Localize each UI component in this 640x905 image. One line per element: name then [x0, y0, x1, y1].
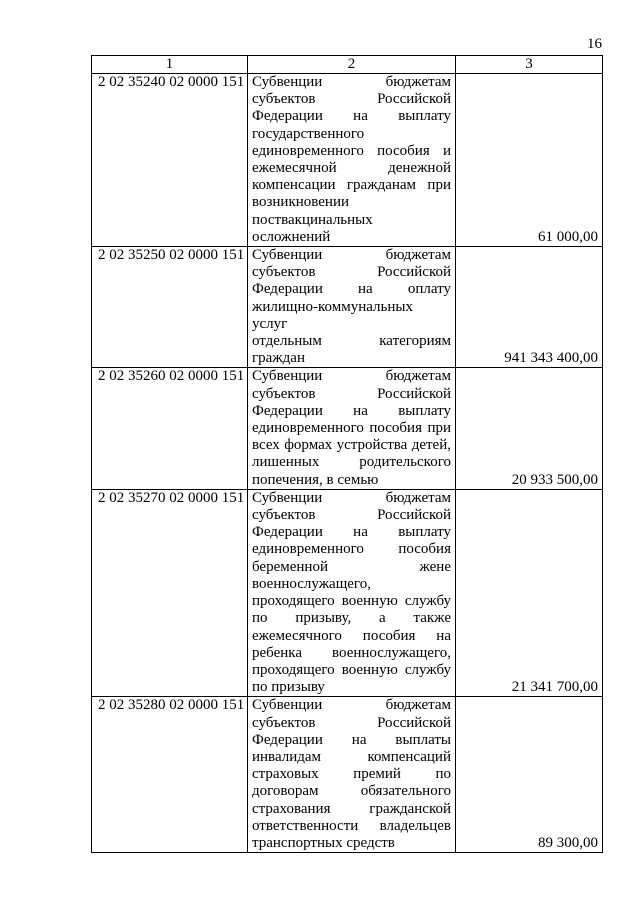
revenue-code-cell: 2 02 35260 02 0000 151 — [92, 368, 248, 489]
description-cell — [248, 697, 456, 853]
description-line: граждан — [252, 350, 305, 367]
description-line: единовременного пособия — [252, 541, 451, 558]
description-line: проходящего военную службу — [252, 661, 451, 678]
amount-cell: 20 933 500,00 — [456, 368, 603, 489]
description-line: всех формах устройства детей, — [252, 437, 451, 454]
description-line: Субвенции бюджетам — [252, 368, 451, 385]
description-line: субъектов Российской — [252, 91, 451, 108]
description-line: поствакцинальных — [252, 211, 373, 228]
description-line: ребенка военнослужащего, — [252, 644, 451, 661]
description-cell — [248, 368, 456, 489]
description-line: жилищно-коммунальных услуг — [252, 298, 413, 332]
description-line: проходящего военную службу — [252, 593, 451, 610]
description-line: отдельным категориям — [252, 333, 451, 350]
amount-cell: 89 300,00 — [456, 697, 603, 853]
description-line: ежемесячного пособия на — [252, 627, 451, 644]
description-line: ответственности владельцев — [252, 817, 451, 834]
description-line: Федерации на выплату — [252, 402, 451, 419]
revenue-code-cell: 2 02 35240 02 0000 151 — [92, 74, 248, 247]
description-line: Федерации на выплаты — [252, 731, 451, 748]
description-line: субъектов Российской — [252, 385, 451, 402]
description-line: государственного — [252, 125, 365, 142]
description-cell — [248, 247, 456, 368]
description-line: субъектов Российской — [252, 714, 451, 731]
description-line: Федерации на оплату — [252, 281, 451, 298]
description-cell — [248, 74, 456, 247]
header-row — [92, 56, 603, 74]
table-row — [92, 247, 603, 368]
description-line: военнослужащего, — [252, 575, 371, 592]
description-line: транспортных средств — [252, 834, 395, 851]
description-line: Субвенции бюджетам — [252, 697, 451, 714]
description-line: Субвенции бюджетам — [252, 74, 451, 90]
table-header — [92, 56, 603, 74]
budget-table — [91, 55, 603, 853]
description-line: Субвенции бюджетам — [252, 247, 451, 264]
description-line: компенсации гражданам при — [252, 177, 451, 194]
description-line: ежемесячной денежной — [252, 160, 451, 177]
description-line: возникновении — [252, 194, 350, 211]
revenue-code-cell: 2 02 35270 02 0000 151 — [92, 489, 248, 696]
description-line: Федерации на выплату — [252, 524, 451, 541]
table-body — [92, 74, 603, 853]
description-line: инвалидам компенсаций — [252, 748, 451, 765]
description-line: Субвенции бюджетам — [252, 489, 451, 506]
amount-cell: 61 000,00 — [456, 74, 603, 247]
table-row — [92, 697, 603, 853]
description-line: страхования гражданской — [252, 800, 451, 817]
description-line: единовременного пособия и — [252, 142, 451, 159]
description-line: попечения, в семью — [252, 471, 379, 488]
table-row — [92, 74, 603, 247]
amount-cell: 21 341 700,00 — [456, 489, 603, 696]
description-cell — [248, 489, 456, 696]
revenue-code-cell: 2 02 35250 02 0000 151 — [92, 247, 248, 368]
page-number: 16 — [587, 36, 602, 52]
description-line: по призыву, а также — [252, 610, 451, 627]
column-header-3: 3 — [456, 56, 603, 74]
description-line: осложнений — [252, 228, 331, 245]
description-line: субъектов Российской — [252, 507, 451, 524]
column-header-2: 2 — [248, 56, 456, 74]
description-line: договорам обязательного — [252, 783, 451, 800]
description-line: Федерации на выплату — [252, 108, 451, 125]
description-line: страховых премий по — [252, 766, 451, 783]
revenue-code-cell: 2 02 35280 02 0000 151 — [92, 697, 248, 853]
description-line: по призыву — [252, 679, 325, 696]
description-line: субъектов Российской — [252, 264, 451, 281]
table-row — [92, 489, 603, 696]
column-header-1: 1 — [92, 56, 248, 74]
table-row — [92, 368, 603, 489]
amount-cell: 941 343 400,00 — [456, 247, 603, 368]
description-line: беременной жене — [252, 558, 451, 575]
description-line: лишенных родительского — [252, 454, 451, 471]
description-line: единовременного пособия при — [252, 420, 451, 437]
